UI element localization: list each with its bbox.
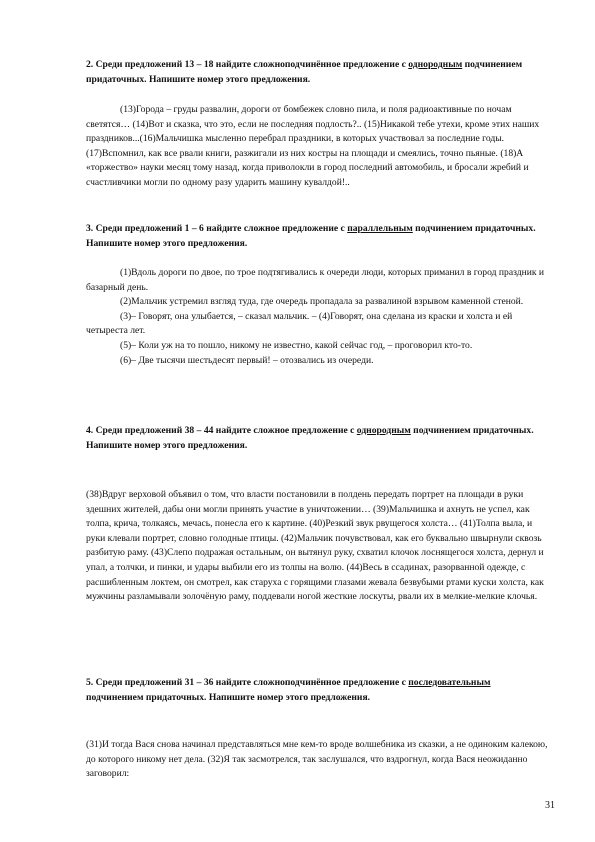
task-2-heading-tail: подчинением придаточных. Напишите номер этого предложения. (86, 59, 523, 85)
task-4-heading (86, 424, 548, 453)
task-3-item-5: (6)– Две тысячи шестьдесят первый! – отозвались из очереди. (120, 354, 374, 366)
task-3-heading-tail: подчинением придаточных. Напишите номер этого предложения. (86, 223, 536, 249)
task-2-heading-text: 2. Среди предложений 13 – 18 найдите сложноподчинённое предложение с (86, 59, 409, 70)
task-2-text (86, 103, 548, 191)
task-3-heading-text: 3. Среди предложений 1 – 6 найдите сложное предложение с (86, 223, 348, 234)
task-5-text (86, 738, 548, 782)
task-5-emphasis: последовательным (408, 677, 491, 688)
task-4-heading-tail: подчинением придаточных. Напишите номер этого предложения. (86, 425, 534, 451)
task-3-item-3: (3)– Говорят, она улыбается, – сказал мальчик. – (4)Говорят, она сделана из краски и холста и ей четыреста лет. (86, 310, 513, 337)
task-4-emphasis: однородным (356, 425, 411, 436)
task-2-heading (86, 58, 548, 87)
task-5-heading-tail: подчинением придаточных. Напишите номер этого предложения. (86, 691, 371, 703)
task-3-item-4: (5)– Коли уж на то пошло, никому не известно, какой сейчас год, – проговорил кто-то. (120, 339, 473, 351)
task-5-heading (86, 676, 548, 705)
task-2-emphasis: однородным (408, 59, 463, 70)
task-3-heading (86, 222, 548, 251)
task-4-heading-text: 4. Среди предложений 38 – 44 найдите сложное предложение с (86, 425, 357, 436)
task-3-text (86, 266, 548, 368)
task-3-item-1: (1)Вдоль дороги по двое, по трое подтягивались к очереди люди, которых приманил в город праздник и базарный день. (86, 267, 545, 293)
task-4-paragraph: (38)Вдруг верховой объявил о том, что власти постановили в полдень передать портрет на площади в руки здешних жителей, дабы они могли принять участие в уничтожении… (39)Мальчишка и ахнуть не успел, как толпа, крича, толкаясь, мечась, понесла его к картине. (40)Резкий звук рвущегося холста… (41)Толпа выла, и руки клевали портрет, словно голодные птицы. (42)Мальчик почувствовал, как его буквально швырнули сквозь разбитую раму. (43)Слепо подражая остальным, он вытянул руку, схватил клочок лоснящегося холста, дернул и упал, а толчки, и пинки, и удары выбили его из толпы на волю. (44)Весь в ссадинах, разорванной одежде, с расшибленным локтем, он смотрел, как старуха с горящими глазами жевала безвубыми ртами куски холста, как мужчины разламывали золочёную раму, поддевали ногой жесткие лоскуты, рвали их в мелкие-мелкие клочья. (86, 489, 544, 603)
task-5-paragraph: (31)И тогда Вася снова начинал представляться мне кем-то вроде волшебника из сказки, а не одиноким калекою, до которого никому нет дела. (32)Я так засмотрелся, так заслушался, что вздрогнул, когда Вася неожиданно заговорил: (86, 739, 548, 780)
task-4-text (86, 488, 548, 605)
task-2-paragraph: (13)Города – груды развалин, дороги от бомбежек словно пила, и поля радиоактивные по ночам светятся… (14)Вот и сказка, что это, если не последняя подлость?.. (15)Никакой тебе утехи, кроме этих наших праздников...(16)Мальчишка мысленно перебрал праздники, в которых участвовал за последние годы. (17)Вспомнил, как все рвали книги, разжигали из них костры на площади и смеялись, точно пьяные. (18)А «торжество» науки месяц тому назад, когда приволокли в город последний автомобиль, и бросали жребий и счастливчики могли по одному разу ударить машину кувалдой!.. (86, 104, 540, 188)
page-number: 31 (545, 800, 555, 811)
task-3-emphasis: параллельным (347, 223, 413, 234)
task-3-item-2: (2)Мальчик устремил взгляд туда, где очередь пропадала за развалиной взрывом каменной стеной. (120, 296, 524, 308)
task-5-heading-text: 5. Среди предложений 31 – 36 найдите сложноподчинённое предложение с (86, 677, 409, 688)
